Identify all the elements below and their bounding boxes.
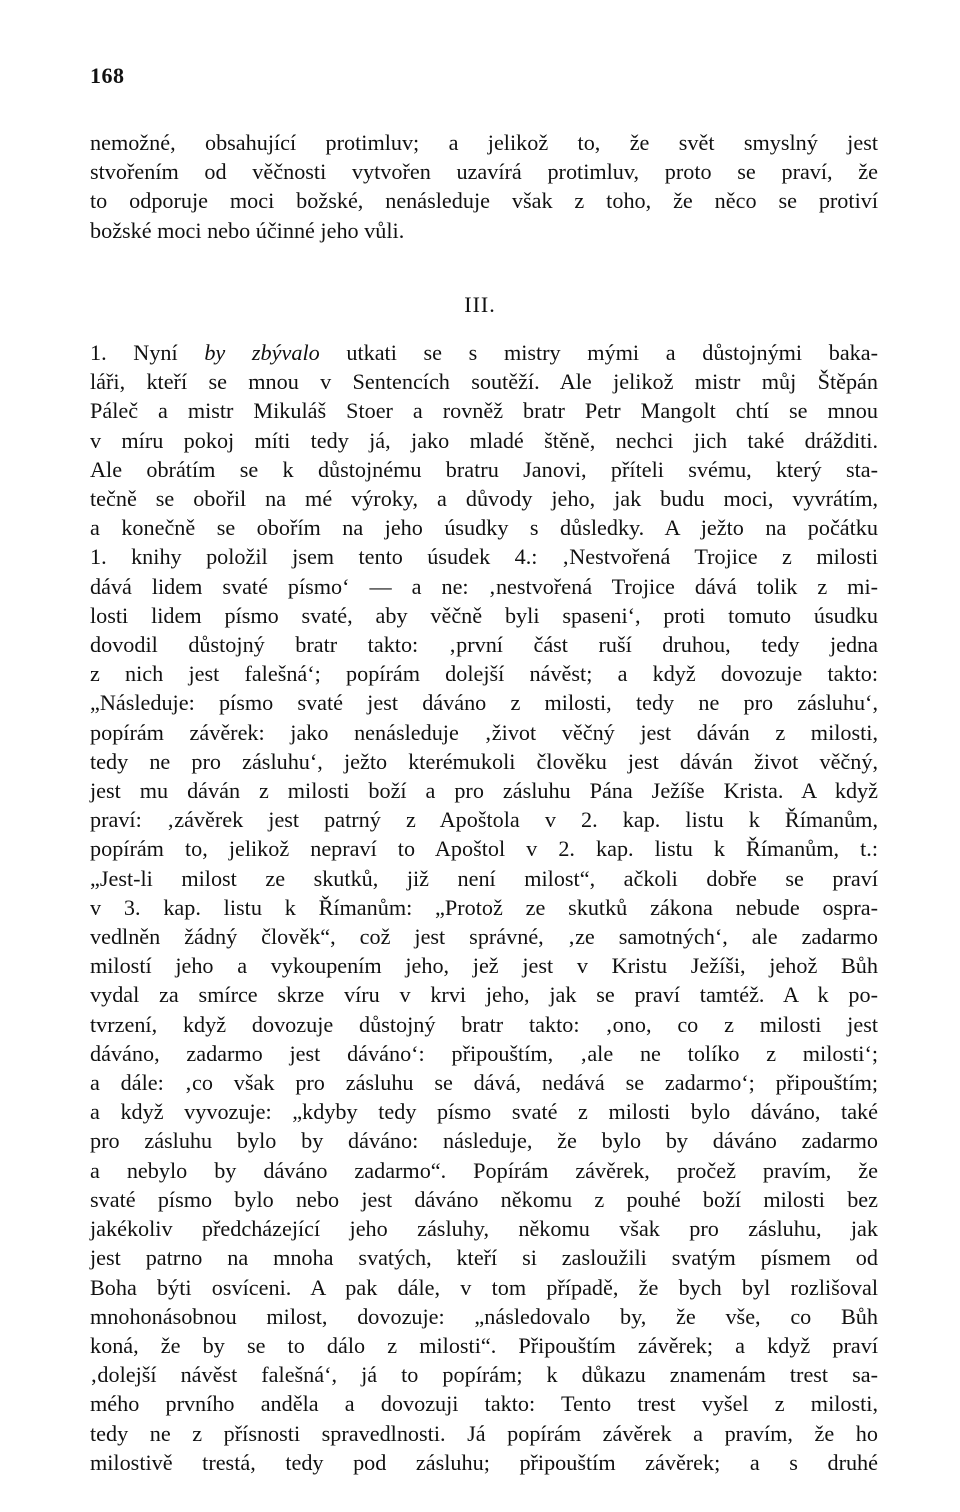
page-number: 168 [90,63,125,88]
text-line: jest mu dáván z milosti boží a pro zásluhu Pána Ježíše Krista. A když [90,778,878,804]
section-heading: III. [464,292,496,317]
text-line: a nebylo by dáváno zadarmo“. Popírám závěrek, pročež pravím, že [90,1157,878,1183]
text-line: 1. knihy položil jsem tento úsudek 4.: ‚Nestvořená Trojice z milosti [90,544,878,570]
text-line: a když vyvozuje: „kdyby tedy písmo svaté z milosti bylo dáváno, také [90,1099,878,1125]
text-line: milostí jeho a vykoupením jeho, jež jest v Kristu Ježíši, jehož Bůh [90,953,878,979]
text-line: vedlněn žádný člověk“, což jest správné, ‚ze samotných‘, ale zadarmo [90,924,878,950]
text-line: „Následuje: písmo svaté jest dáváno z milosti, tedy ne pro zásluhu‘, [90,690,878,716]
italic-phrase: by zbývalo [204,340,320,365]
text-line: tedy ne z přísnosti spravedlnosti. Já popírám závěrek a pravím, že ho [90,1420,878,1446]
text-line: tvrzení, když dovozuje důstojný bratr takto: ‚ono, co z milosti jest [90,1011,878,1037]
text-line: a konečně se obořím na jeho úsudky s důsledky. A ježto na počátku [90,515,878,541]
text-line: mnohonásobnou milost, dovozuje: „následovalo by, že vše, co Bůh [90,1303,878,1329]
text-line: popírám to, jelikož nepraví to Apoštol v 2. kap. listu k Římanům, t.: [90,836,878,862]
text-line: Boha býti osvíceni. A pak dále, v tom případě, že bych byl rozlišoval [90,1274,878,1300]
text-line: 1. Nyní by zbývalo utkati se s mistry mými a důstojnými baka- [90,340,879,365]
paragraph-1 [90,128,878,245]
text-line: pro zásluhu bylo by dáváno: následuje, že bylo by dáváno zadarmo [90,1128,878,1154]
text-line: praví: ‚závěrek jest patrný z Apoštola v 2. kap. listu k Římanům, [90,807,878,833]
text-line: „Jest-li milost ze skutků, již není milost“, ačkoli dobře se praví [90,865,878,891]
text-line: dáváno, zadarmo jest dáváno‘: připouštím, ‚ale ne tolíko z milosti‘; [90,1040,878,1066]
text-line: v 3. kap. listu k Římanům: „Protož ze skutků zákona nebude ospra- [90,894,878,920]
text-line: jakékoliv předcházející jeho zásluhy, někomu však pro zásluhu, jak [90,1216,878,1242]
text-line: a dále: ‚co však pro zásluhu se dává, nedává se zadarmo‘; připouštím; [90,1070,878,1096]
text-line: koná, že by se to dálo z milosti“. Připouštím závěrek; a když praví [90,1332,878,1358]
text-line: losti lidem písmo svaté, aby věčně byli spaseni‘, proti tomuto úsudku [90,602,878,628]
text-line: dává lidem svaté písmo‘ — a ne: ‚nestvořená Trojice dává tolik z mi- [90,573,878,599]
text-line: Páleč a mistr Mikuláš Stoer a rovněž bratr Petr Mangolt chtí se mnou [90,398,878,424]
text-line: to odporuje moci božské, nenásleduje však z toho, že něco se protiví [90,188,878,214]
text-line: popírám závěrek: jako nenásleduje ‚život věčný jest dáván z milosti, [90,719,878,745]
text-line: mého prvního anděla a dovozuji takto: Tento trest vyšel z milosti, [90,1391,878,1417]
text-line: vydal za smírce skrze víru v krvi jeho, jak se praví tamtéž. A k po- [90,982,878,1008]
text-line: svaté písmo bylo nebo jest dáváno někomu z pouhé boží milosti bez [90,1186,878,1212]
text-line: z nich jest falešná‘; popírám dolejší návěst; a když dovozuje takto: [90,661,878,687]
text-line: tedy ne pro zásluhu‘, ježto kterémukoli člověku jest dáván život věčný, [90,748,878,774]
text-line: láři, kteří se mnou v Sentencích soutěží. Ale jelikož mistr můj Štěpán [90,369,878,395]
text-line: nemožné, obsahující protimluv; a jelikož to, že svět smyslný jest [90,130,878,155]
text-line: v míru pokoj míti tedy já, jako mladé štěně, nechci jich také drážditi. [90,427,878,453]
paragraph-2 [90,338,878,1477]
text-line: Ale obrátím se k důstojnému bratru Janovi, příteli svému, který sta- [90,456,878,482]
text-line: milostivě trestá, tedy pod zásluhu; připouštím závěrek; a s druhé [90,1449,878,1475]
text-line: stvořením od věčnosti vytvořen uzavírá protimluv, proto se praví, že [90,159,878,185]
text-line: tečně se obořil na mé výroky, a důvody jeho, jak budu moci, vyvrátím, [90,486,878,512]
text-line: dovodil důstojný bratr takto: ‚první část ruší druhou, tedy jedna [90,632,878,658]
text-line: ‚dolejší návěst falešná‘, já to popírám; k důkazu znamenám trest sa- [90,1362,878,1388]
text-line: jest patrno na mnoha svatých, kteří si zasloužili svatým písmem od [90,1245,878,1271]
text-line: božské moci nebo účinné jeho vůli. [90,217,405,243]
